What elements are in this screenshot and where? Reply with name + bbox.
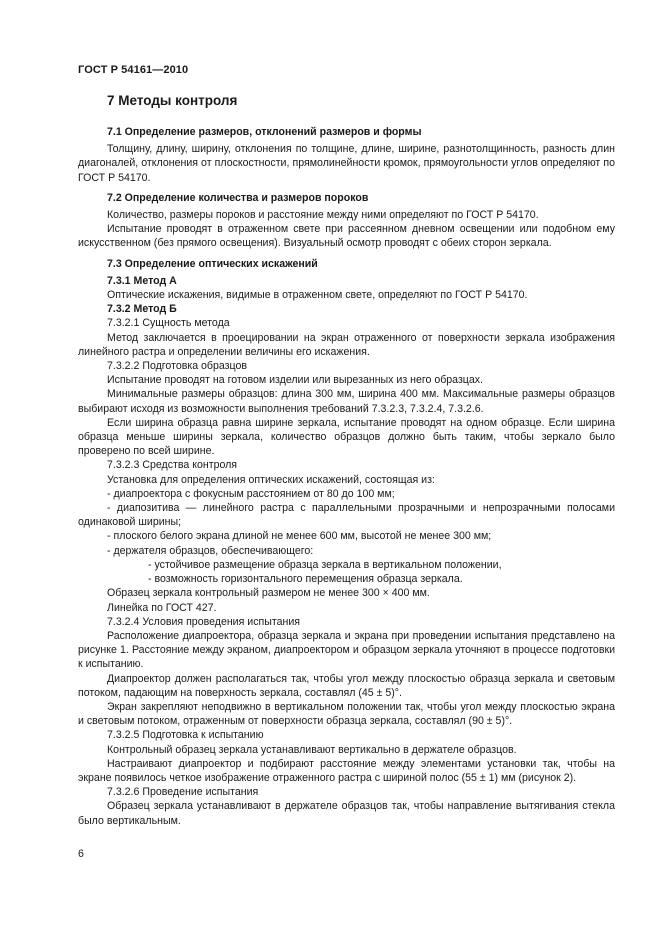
method-a-title: 7.3.1 Метод А	[107, 274, 177, 287]
paragraph: Контрольный образец зеркала устанавливают вертикально в держателе образцов.	[107, 743, 517, 756]
paragraph: Испытание проводят в отраженном свете при рассеянном дневном освещении или подобном ему искусственном (без прямого освещения). Визуальный осмотр проводят с обеих сторон зеркала.	[78, 223, 615, 250]
paragraph: Толщину, длину, ширину, отклонения по толщине, длине, ширине, разнотолщинность, разность длин диагоналей, отклонения от плоскостности, прямолинейности кромок, прямоугольности углов определяют по ГОСТ Р 54170.	[78, 143, 615, 184]
paragraph: Расположение диапроектора, образца зеркала и экрана при проведении испытания представлено на рисунке 1. Расстояние между экраном, диапроектором и образцом зеркала уточняют в процессе подготовки к испытанию.	[78, 629, 615, 671]
document-body	[78, 125, 615, 828]
paragraph: Минимальные размеры образцов: длина 300 мм, ширина 400 мм. Максимальные размеры образцов выбирают исходя из возможности выполнения требований 7.3.2.3, 7.3.2.4, 7.3.2.6.	[78, 388, 615, 415]
clause-7-3-2-1-title: 7.3.2.1 Сущность метода	[107, 317, 230, 330]
paragraph: Установка для определения оптических искажений, состоящая из:	[107, 473, 435, 486]
paragraph: Испытание проводят на готовом изделии или вырезанных из него образцах.	[107, 374, 484, 387]
paragraph: Диапроектор должен располагаться так, чтобы угол между плоскостью образца зеркала и световым потоком, падающим на поверхность зеркала, составлял (45 ± 5)°.	[78, 672, 615, 699]
list-item: - диапозитива — линейного растра с параллельными прозрачными и непрозрачными полосами одинаковой ширины;	[78, 502, 615, 529]
list-item: - держателя образцов, обеспечивающего:	[107, 544, 314, 557]
clause-7-3-2-4-title: 7.3.2.4 Условия проведения испытания	[107, 615, 300, 628]
paragraph: Метод заключается в проецировании на экран отраженного от поверхности зеркала изображения линейного растра и определении величины его искажения.	[78, 331, 615, 358]
paragraph: Образец зеркала устанавливают в держателе образцов так, чтобы направление вытягивания стекла было вертикальным.	[78, 800, 615, 827]
paragraph: Настраивают диапроектор и подбирают расстояние между элементами установки так, чтобы на экране появилось четкое изображение отраженного растра с шириной полос (55 ± 1) мм (рисунок 2).	[78, 757, 615, 784]
sub-list-item: - устойчивое размещение образца зеркала в вертикальном положении,	[148, 558, 502, 571]
paragraph: Если ширина образца равна ширине зеркала, испытание проводят на одном образце. Если ширина образца меньше ширины зеркала, количество образцов должно быть таким, чтобы зеркало было проверено по всей ширине.	[78, 416, 615, 458]
method-b-title: 7.3.2 Метод Б	[107, 303, 177, 316]
subsection-7-3-title: 7.3 Определение оптических искажений	[107, 257, 318, 270]
subsection-7-1-title: 7.1 Определение размеров, отклонений размеров и формы	[107, 126, 422, 138]
clause-7-3-2-5-title: 7.3.2.5 Подготовка к испытанию	[107, 729, 264, 742]
section-title: 7 Методы контроля	[107, 93, 238, 108]
clause-7-3-2-2-title: 7.3.2.2 Подготовка образцов	[107, 360, 247, 373]
subsection-7-2-title: 7.2 Определение количества и размеров пороков	[107, 191, 369, 204]
list-item: - диапроектора с фокусным расстоянием от 80 до 100 мм;	[107, 487, 395, 500]
page-number: 6	[78, 848, 84, 860]
clause-7-3-2-3-title: 7.3.2.3 Средства контроля	[107, 459, 238, 472]
list-item: - плоского белого экрана длиной не менее 600 мм, высотой не менее 300 мм;	[107, 530, 492, 543]
paragraph: Экран закрепляют неподвижно в вертикальном положении так, чтобы угол между плоскостью экрана и световым потоком, отраженным от поверхности образца зеркала, составлял (90 ± 5)°.	[78, 700, 615, 728]
paragraph: Линейка по ГОСТ 427.	[107, 601, 217, 614]
document-id: ГОСТ Р 54161—2010	[78, 64, 189, 76]
paragraph: Количество, размеры пороков и расстояние между ними определяют по ГОСТ Р 54170.	[107, 209, 539, 222]
paragraph: Оптические искажения, видимые в отраженном свете, определяют по ГОСТ Р 54170.	[107, 289, 528, 302]
clause-7-3-2-6-title: 7.3.2.6 Проведение испытания	[107, 786, 259, 799]
sub-list-item: - возможность горизонтального перемещения образца зеркала.	[148, 573, 463, 586]
paragraph: Образец зеркала контрольный размером не менее 300 × 400 мм.	[107, 587, 430, 600]
